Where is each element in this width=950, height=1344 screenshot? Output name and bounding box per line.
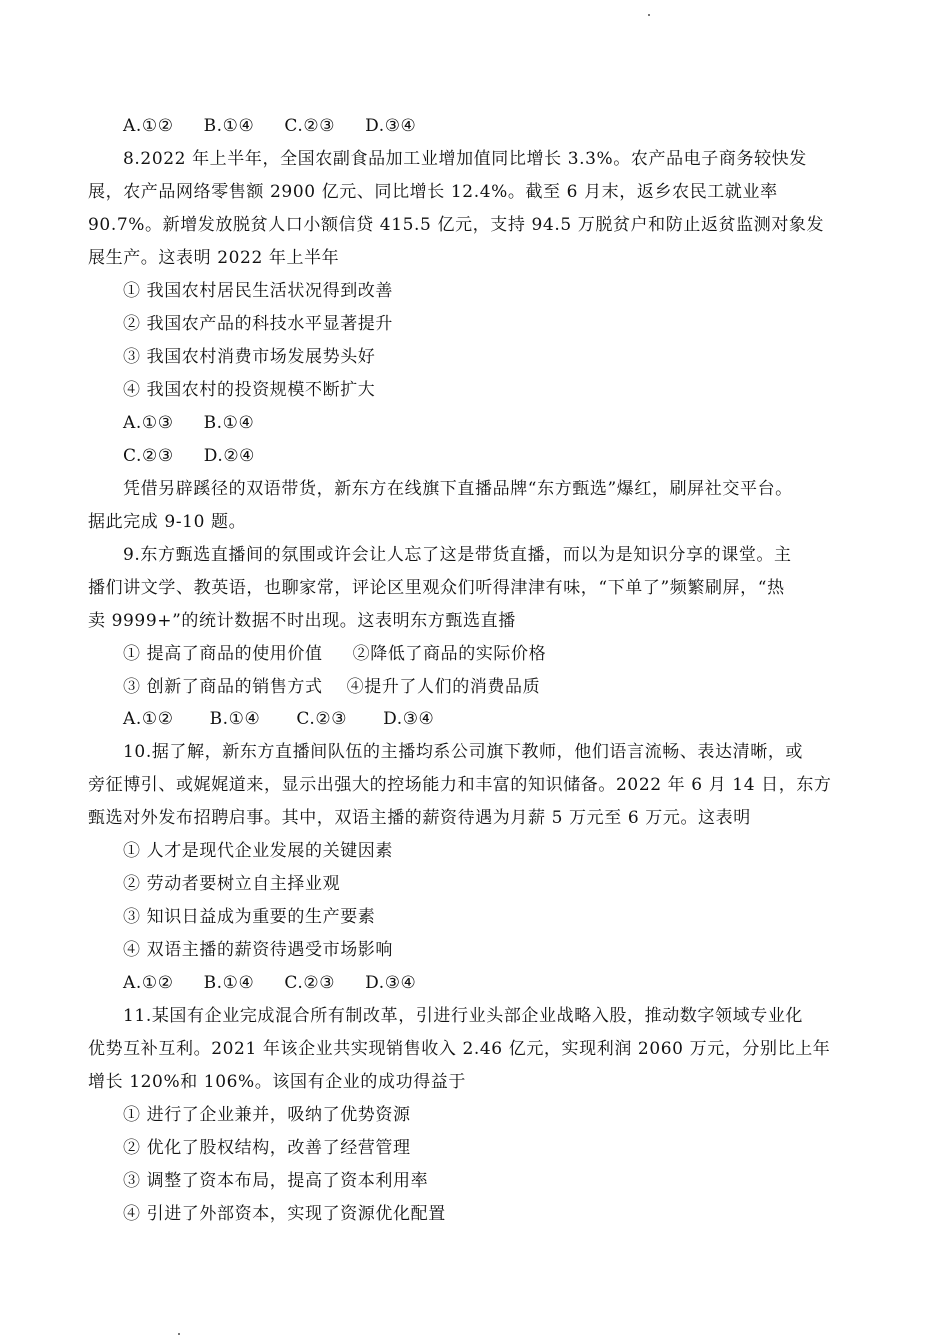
q9-item: ① 提高了商品的使用价值 ②降低了商品的实际价格	[123, 644, 547, 664]
scan-dot	[648, 14, 650, 16]
q8-item: ③ 我国农村消费市场发展势头好	[123, 347, 376, 367]
q8-stem-line: 展，农产品网络零售额 2900 亿元、同比增长 12.4%。截至 6 月末，返乡农民工就业率	[88, 182, 778, 202]
material-line: 据此完成 9-10 题。	[88, 512, 247, 532]
q8-item: ④ 我国农村的投资规模不断扩大	[123, 380, 376, 400]
q8-item: ② 我国农产品的科技水平显著提升	[123, 314, 394, 334]
q10-item: ③ 知识日益成为重要的生产要素	[123, 907, 376, 927]
q8-stem-line: 90.7%。新增发放脱贫人口小额信贷 415.5 亿元，支持 94.5 万脱贫户和防止返贫监测对象发	[88, 215, 825, 235]
q9-stem-line: 播们讲文学、教英语，也聊家常，评论区里观众们听得津津有味，“下单了”频繁刷屏，“热	[88, 578, 785, 598]
q10-stem-line: 甄选对外发布招聘启事。其中，双语主播的薪资待遇为月薪 5 万元至 6 万元。这表明	[88, 808, 751, 828]
q11-item: ④ 引进了外部资本，实现了资源优化配置	[123, 1204, 446, 1224]
q10-item: ② 劳动者要树立自主择业观	[123, 874, 341, 894]
q11-item: ② 优化了股权结构，改善了经营管理	[123, 1138, 411, 1158]
q9-stem-line: 卖 9999+”的统计数据不时出现。这表明东方甄选直播	[88, 611, 516, 631]
q11-item: ① 进行了企业兼并，吸纳了优势资源	[123, 1105, 411, 1125]
q9-stem-line: 9.东方甄选直播间的氛围或许会让人忘了这是带货直播，而以为是知识分享的课堂。主	[123, 545, 792, 565]
scan-dot	[178, 1333, 180, 1335]
q9-options: A.①② B.①④ C.②③ D.③④	[123, 709, 435, 729]
q8-stem-line: 展生产。这表明 2022 年上半年	[88, 248, 340, 268]
q8-stem-line: 8.2022 年上半年，全国农副食品加工业增加值同比增长 3.3%。农产品电子商务较快发	[123, 149, 807, 169]
q10-stem-line: 旁征博引、或娓娓道来，显示出强大的控场能力和丰富的知识储备。2022 年 6 月 14 日，东方	[88, 775, 832, 795]
q8-options: C.②③ D.②④	[123, 446, 256, 466]
q10-stem-line: 10.据了解，新东方直播间队伍的主播均系公司旗下教师，他们语言流畅、表达清晰，或	[123, 742, 804, 762]
material-line: 凭借另辟蹊径的双语带货，新东方在线旗下直播品牌“东方甄选”爆红，刷屏社交平台。	[123, 479, 793, 499]
q9-item: ③ 创新了商品的销售方式 ④提升了人们的消费品质	[123, 677, 541, 697]
q11-item: ③ 调整了资本布局，提高了资本利用率	[123, 1171, 429, 1191]
q10-item: ① 人才是现代企业发展的关键因素	[123, 841, 394, 861]
q10-item: ④ 双语主播的薪资待遇受市场影响	[123, 940, 394, 960]
q8-options: A.①③ B.①④	[123, 413, 255, 433]
q10-options: A.①② B.①④ C.②③ D.③④	[123, 973, 417, 993]
q11-stem-line: 增长 120%和 106%。该国有企业的成功得益于	[88, 1072, 467, 1092]
q11-stem-line: 11.某国有企业完成混合所有制改革，引进行业头部企业战略入股，推动数字领域专业化	[123, 1006, 804, 1026]
q8-item: ① 我国农村居民生活状况得到改善	[123, 281, 394, 301]
q11-stem-line: 优势互补互利。2021 年该企业共实现销售收入 2.46 亿元，实现利润 2060 万元，分别比上年	[88, 1039, 831, 1059]
q7-options: A.①② B.①④ C.②③ D.③④	[123, 116, 417, 136]
